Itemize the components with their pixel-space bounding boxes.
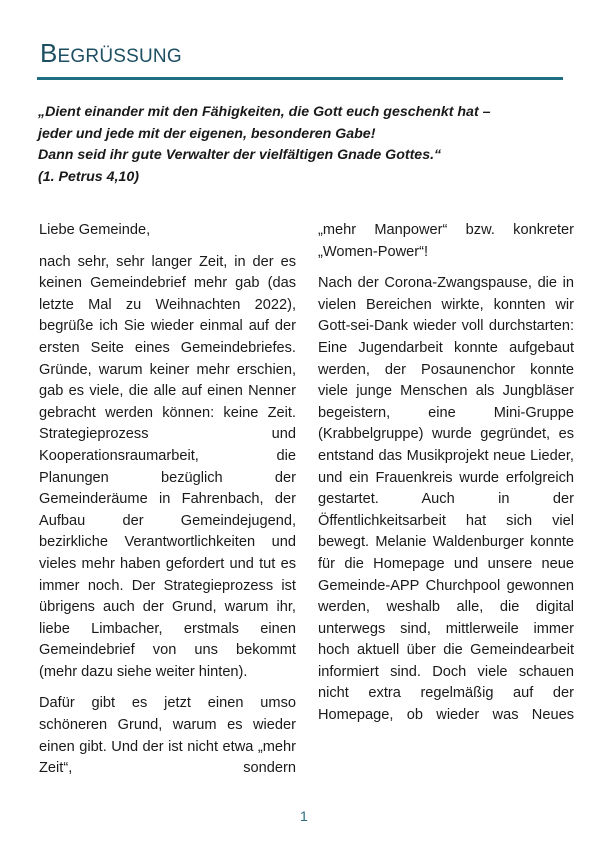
quote-line: „Dient einander mit den Fähigkeiten, die Gott euch geschenkt hat – bbox=[38, 104, 491, 120]
body-paragraph: Dafür gibt es jetzt einen umso schöneren Grund, warum es wieder einen gibt. Und der ist nicht etwa „mehr Zeit“, sondern bbox=[39, 695, 296, 777]
quote-line: Dann seid ihr gute Verwalter der vielfältigen Gnade Gottes.“ bbox=[38, 147, 442, 163]
title-underline-divider bbox=[37, 77, 563, 80]
page-title-rest: EGRÜSSUNG bbox=[57, 46, 182, 67]
greeting: Liebe Gemeinde, bbox=[39, 222, 151, 238]
page-number: 1 bbox=[300, 808, 308, 824]
bible-quote bbox=[38, 102, 568, 188]
right-column bbox=[318, 220, 574, 737]
body-paragraph: „mehr Manpower“ bzw. konkreter „Women-Power“! bbox=[318, 222, 574, 260]
page-title-initial: B bbox=[40, 38, 58, 68]
left-column bbox=[39, 220, 296, 790]
quote-line: jeder und jede mit der eigenen, besonderen Gabe! bbox=[38, 125, 376, 142]
quote-citation: (1. Petrus 4,10) bbox=[38, 168, 139, 185]
page-title bbox=[40, 38, 182, 72]
body-paragraph: nach sehr, sehr langer Zeit, in der es keinen Gemeindebrief mehr gab (das letzte Mal zu Weihnachten 2022), begrüße ich Sie wieder einmal auf der ersten Seite eines Gemeindebriefes. Gründe, warum keiner mehr erschien, gab es viele, die alle auf einen Nenner gebracht werden können: keine Zeit. Strategieprozess und Kooperationsraumarbeit, die Planungen bezüglich der Gemeinderäume in Fahrenbach, der Aufbau der Gemeindejugend, bezirkliche Verantwortlichkeiten und vieles mehr haben gefordert und tut es immer noch. Der Strategieprozess ist übrigens auch der Grund, warum ihr, liebe Limbacher, erstmals einen Gemeindebrief von uns bekommt (mehr dazu siehe weiter hinten). bbox=[39, 253, 296, 680]
body-paragraph: Nach der Corona-Zwangspause, die in vielen Bereichen wirkte, konnten wir Gott-sei-Dank wieder voll durchstarten: Eine Jugendarbeit konnte aufgebaut werden, der Posaunenchor konnte viele junge Menschen als Jungbläser begeistern, eine Mini-Gruppe (Krabbelgruppe) wurde gegründet, es entstand das Musikprojekt neue Lieder, und ein Frauenkreis wurde erfolgreich gestartet. Auch in der Öffentlichkeitsarbeit hat sich viel bewegt. Melanie Waldenburger konnte für die Homepage und unsere neue Gemeinde-APP Churchpool gewonnen werden, weshalb alle, die digital unterwegs sind, mittlerweile immer hoch aktuell über die Gemeindearbeit informiert sind. Doch viele schauen nicht extra regelmäßig auf der Homepage, ob wieder was Neues bbox=[318, 275, 574, 724]
